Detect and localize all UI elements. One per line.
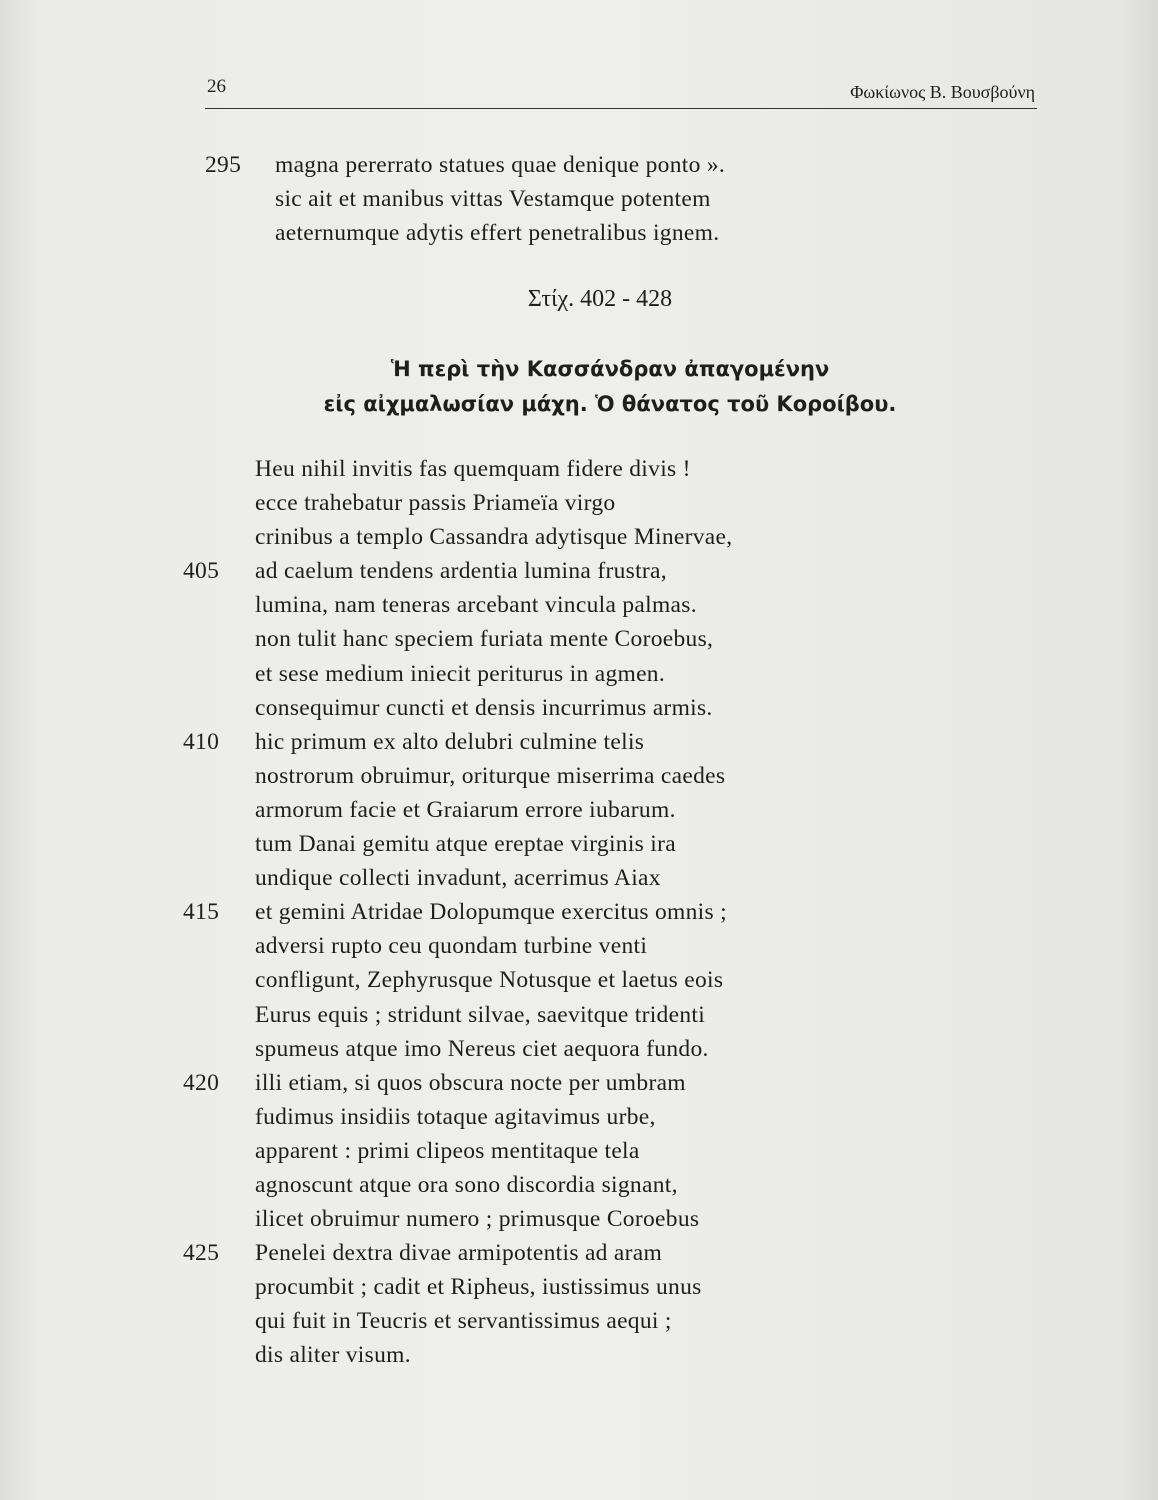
section-heading-line: Ἡ περὶ τὴν Κασσάνδραν ἀπαγομένην — [390, 357, 830, 381]
verse-line — [205, 216, 925, 250]
verse-text: illi etiam, si quos obscura nocte per umbram — [255, 1069, 686, 1096]
verse-line — [183, 452, 943, 486]
verse-text: fudimus insidiis totaque agitavimus urbe, — [255, 1103, 656, 1130]
line-number: 415 — [183, 899, 220, 926]
verse-text: ilicet obruimur numero ; primusque Coroebus — [255, 1206, 700, 1233]
verse-line — [183, 963, 943, 997]
verse-line — [183, 759, 943, 793]
verse-line — [183, 998, 943, 1032]
verse-line — [183, 1202, 943, 1236]
section-heading-line: εἰς αἰχμαλωσίαν μάχη. Ὁ θάνατος τοῦ Κοροίβου. — [323, 392, 897, 416]
verse-line — [183, 793, 943, 827]
verse-text: procumbit ; cadit et Ripheus, iustissimus unus — [255, 1274, 702, 1301]
verse-line — [183, 1236, 943, 1270]
verse-text: tum Danai gemitu atque ereptae virginis ira — [255, 831, 676, 858]
verse-text: apparent : primi clipeos mentitaque tela — [255, 1137, 640, 1164]
line-number: 420 — [183, 1069, 220, 1096]
verse-text: spumeus atque imo Nereus ciet aequora fundo. — [255, 1035, 709, 1062]
verse-text: ecce trahebatur passis Priameïa virgo — [255, 490, 616, 517]
verse-text: Heu nihil invitis fas quemquam fidere divis ! — [255, 456, 691, 482]
section-heading — [260, 352, 960, 422]
intro-verses — [205, 148, 925, 250]
verse-text: magna pererrato statues quae denique ponto ». — [275, 152, 726, 178]
verse-line — [183, 554, 943, 588]
verse-line — [183, 1032, 943, 1066]
page-header — [205, 74, 1037, 109]
verse-line — [205, 182, 925, 216]
line-number: 410 — [183, 728, 220, 755]
line-number: 425 — [183, 1240, 220, 1267]
verse-text: et gemini Atridae Dolopumque exercitus omnis ; — [255, 899, 727, 926]
verse-text: ad caelum tendens ardentia lumina frustra, — [255, 558, 667, 585]
verse-line — [183, 486, 943, 520]
verse-text: et sese medium iniecit periturus in agmen. — [255, 660, 666, 687]
verse-line — [183, 929, 943, 963]
page-number: 26 — [207, 76, 226, 97]
verse-line — [183, 895, 943, 929]
verse-line — [183, 1066, 943, 1100]
line-number: 295 — [205, 152, 242, 178]
verse-text: confligunt, Zephyrusque Notusque et laetus eois — [255, 967, 724, 994]
verse-line — [183, 1304, 943, 1338]
verse-text: sic ait et manibus vittas Vestamque potentem — [275, 186, 711, 212]
verse-text: Eurus equis ; stridunt silvae, saevitque tridenti — [255, 1001, 706, 1028]
verse-line — [183, 657, 943, 691]
verse-line — [183, 861, 943, 895]
verse-text: dis aliter visum. — [255, 1342, 411, 1369]
verse-line — [183, 691, 943, 725]
verse-line — [183, 588, 943, 622]
verse-text: qui fuit in Teucris et servantissimus aequi ; — [255, 1308, 672, 1335]
verse-line — [183, 1168, 943, 1202]
verse-text: lumina, nam teneras arcebant vincula palmas. — [255, 592, 697, 619]
verse-range-label: Στίχ. 402 - 428 — [527, 286, 673, 312]
verse-text: aeternumque adytis effert penetralibus ignem. — [275, 220, 720, 246]
verse-line — [183, 622, 943, 656]
verse-line — [183, 1100, 943, 1134]
verse-line — [205, 148, 925, 182]
verse-line — [183, 1338, 943, 1372]
verse-text: hic primum ex alto delubri culmine telis — [255, 728, 645, 755]
running-title: Φωκίωνος Β. Βουσβούνη — [850, 82, 1035, 102]
verse-text: Penelei dextra divae armipotentis ad aram — [255, 1240, 663, 1267]
verse-text: undique collecti invadunt, acerrimus Aiax — [255, 865, 661, 892]
verse-text: nostrorum obruimur, oriturque miserrima caedes — [255, 762, 726, 789]
verse-text: crinibus a templo Cassandra adytisque Minervae, — [255, 524, 733, 551]
verse-text: agnoscunt atque ora sono discordia signant, — [255, 1171, 678, 1198]
verse-text: armorum facie et Graiarum errore iubarum. — [255, 796, 676, 823]
verse-text: consequimur cuncti et densis incurrimus armis. — [255, 694, 713, 721]
poem-verses — [183, 452, 943, 1373]
verse-text: adversi rupto ceu quondam turbine venti — [255, 933, 648, 960]
verse-text: non tulit hanc speciem furiata mente Coroebus, — [255, 626, 714, 653]
verse-line — [183, 1134, 943, 1168]
verse-line — [183, 520, 943, 554]
verse-line — [183, 827, 943, 861]
verse-line — [183, 1270, 943, 1304]
verse-line — [183, 725, 943, 759]
line-number: 405 — [183, 558, 220, 585]
